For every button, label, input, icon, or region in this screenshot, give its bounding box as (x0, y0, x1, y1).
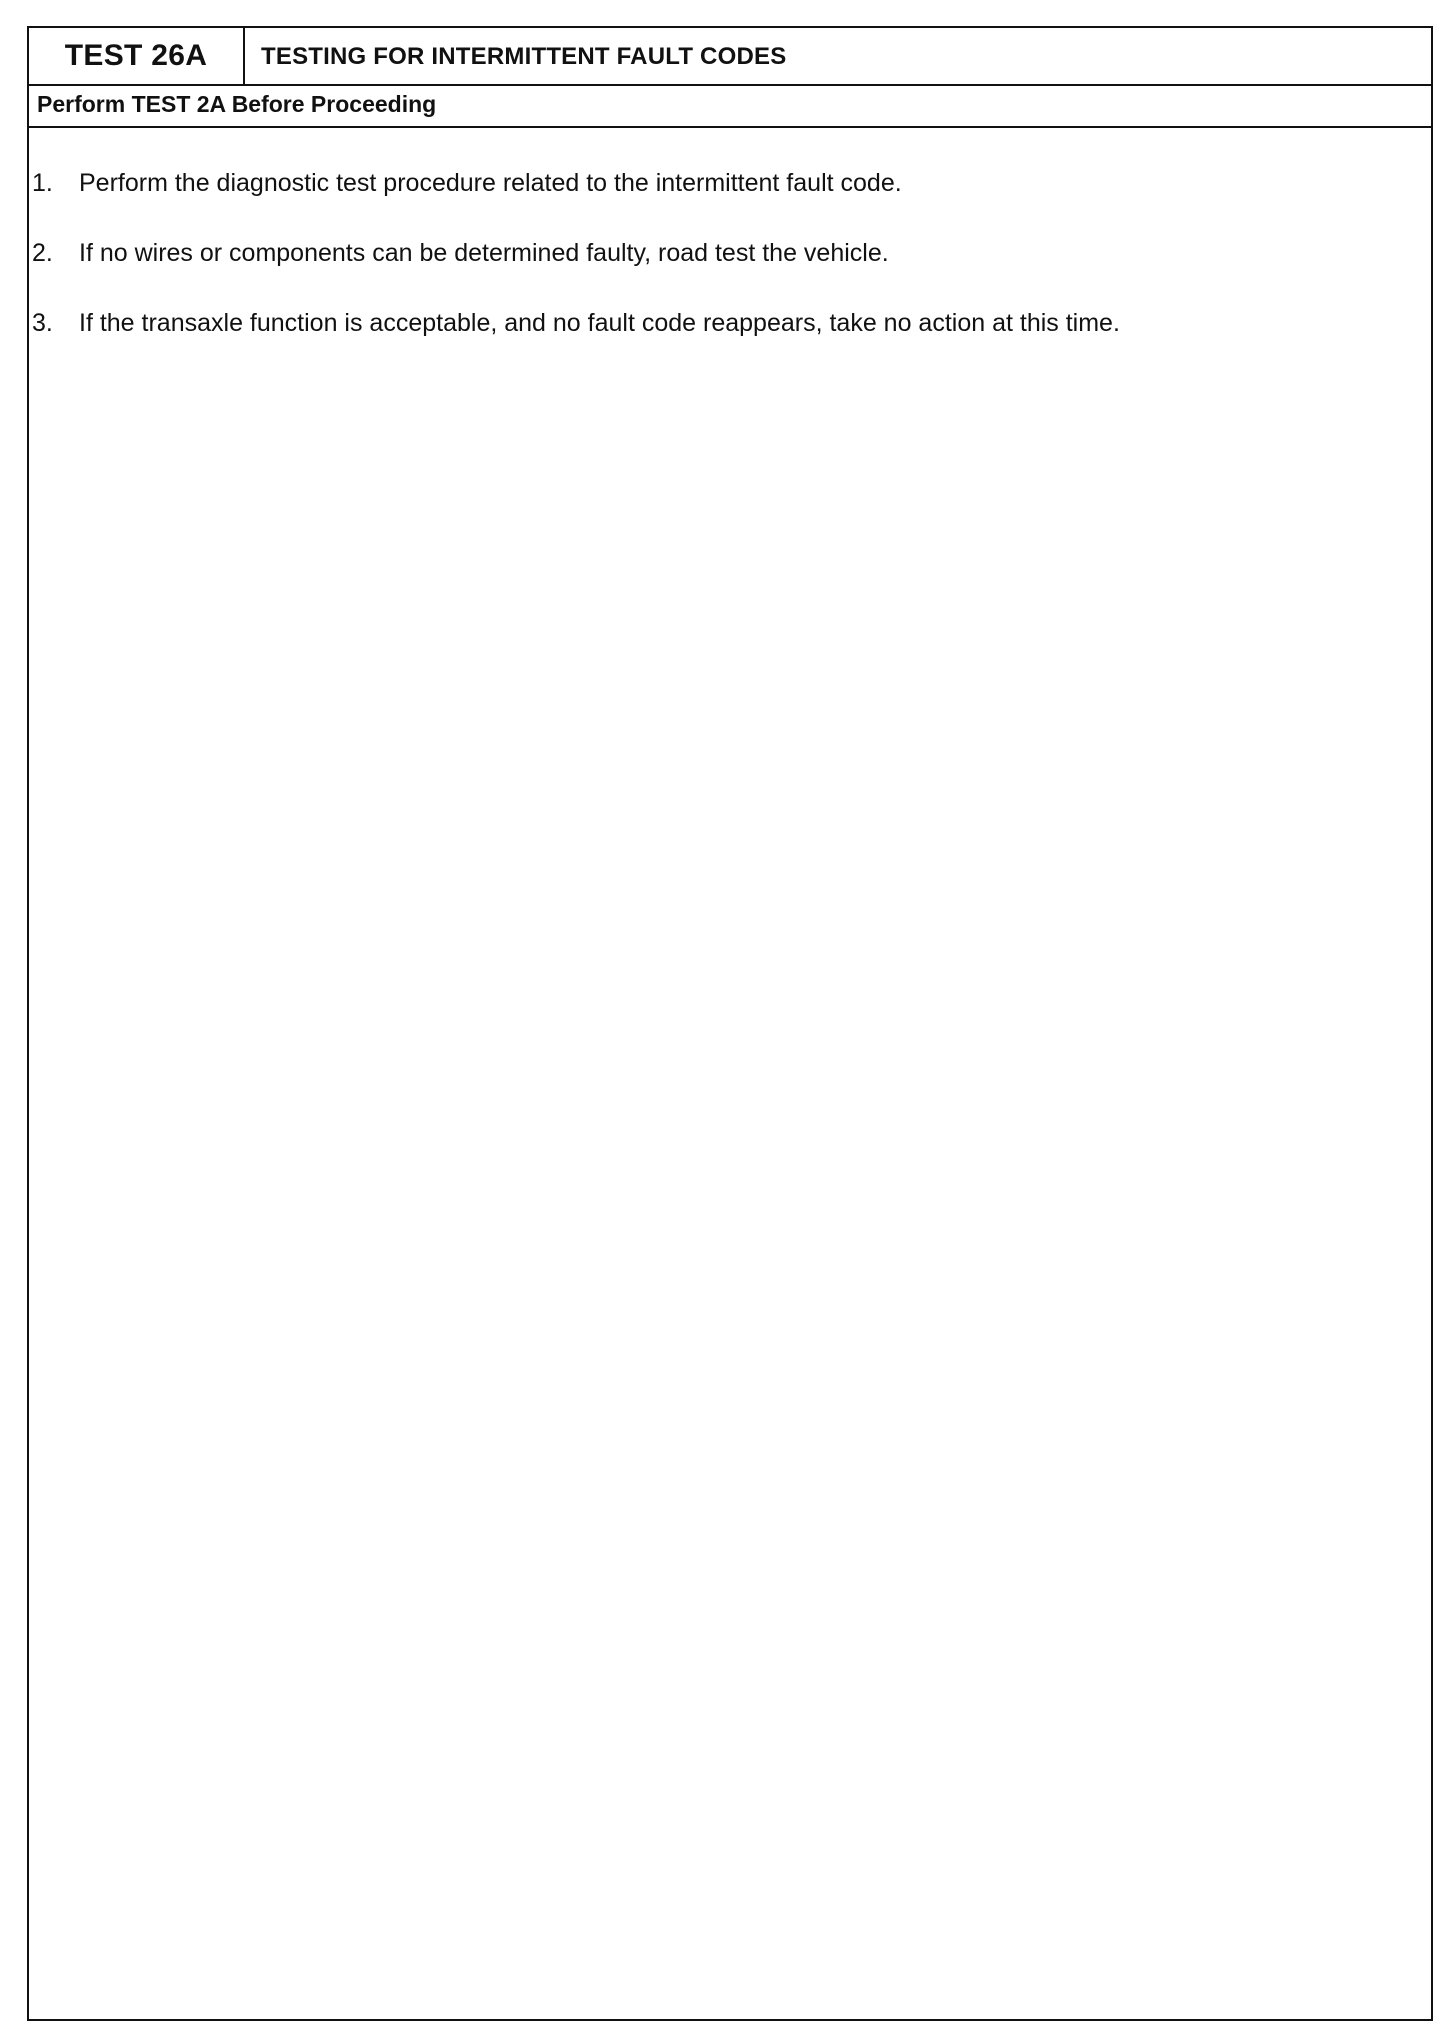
step-item (29, 238, 1431, 308)
step-text: If no wires or components can be determined faulty, road test the vehicle. (79, 239, 889, 267)
test-title: TESTING FOR INTERMITTENT FAULT CODES (261, 43, 787, 70)
step-number: 3. (32, 309, 53, 337)
test-id: TEST 26A (29, 28, 245, 84)
step-text: Perform the diagnostic test procedure related to the intermittent fault code. (79, 169, 902, 197)
step-list (29, 168, 1431, 378)
step-number: 1. (32, 169, 53, 197)
step-item (29, 168, 1431, 238)
step-number: 2. (32, 239, 53, 267)
prerequisite-text: Perform TEST 2A Before Proceeding (37, 91, 437, 117)
header-row (29, 28, 1431, 86)
prerequisite-row (29, 84, 1431, 128)
step-item (29, 308, 1431, 378)
step-text: If the transaxle function is acceptable, and no fault code reappears, take no action at this time. (79, 309, 1120, 337)
document-frame (27, 26, 1433, 2021)
